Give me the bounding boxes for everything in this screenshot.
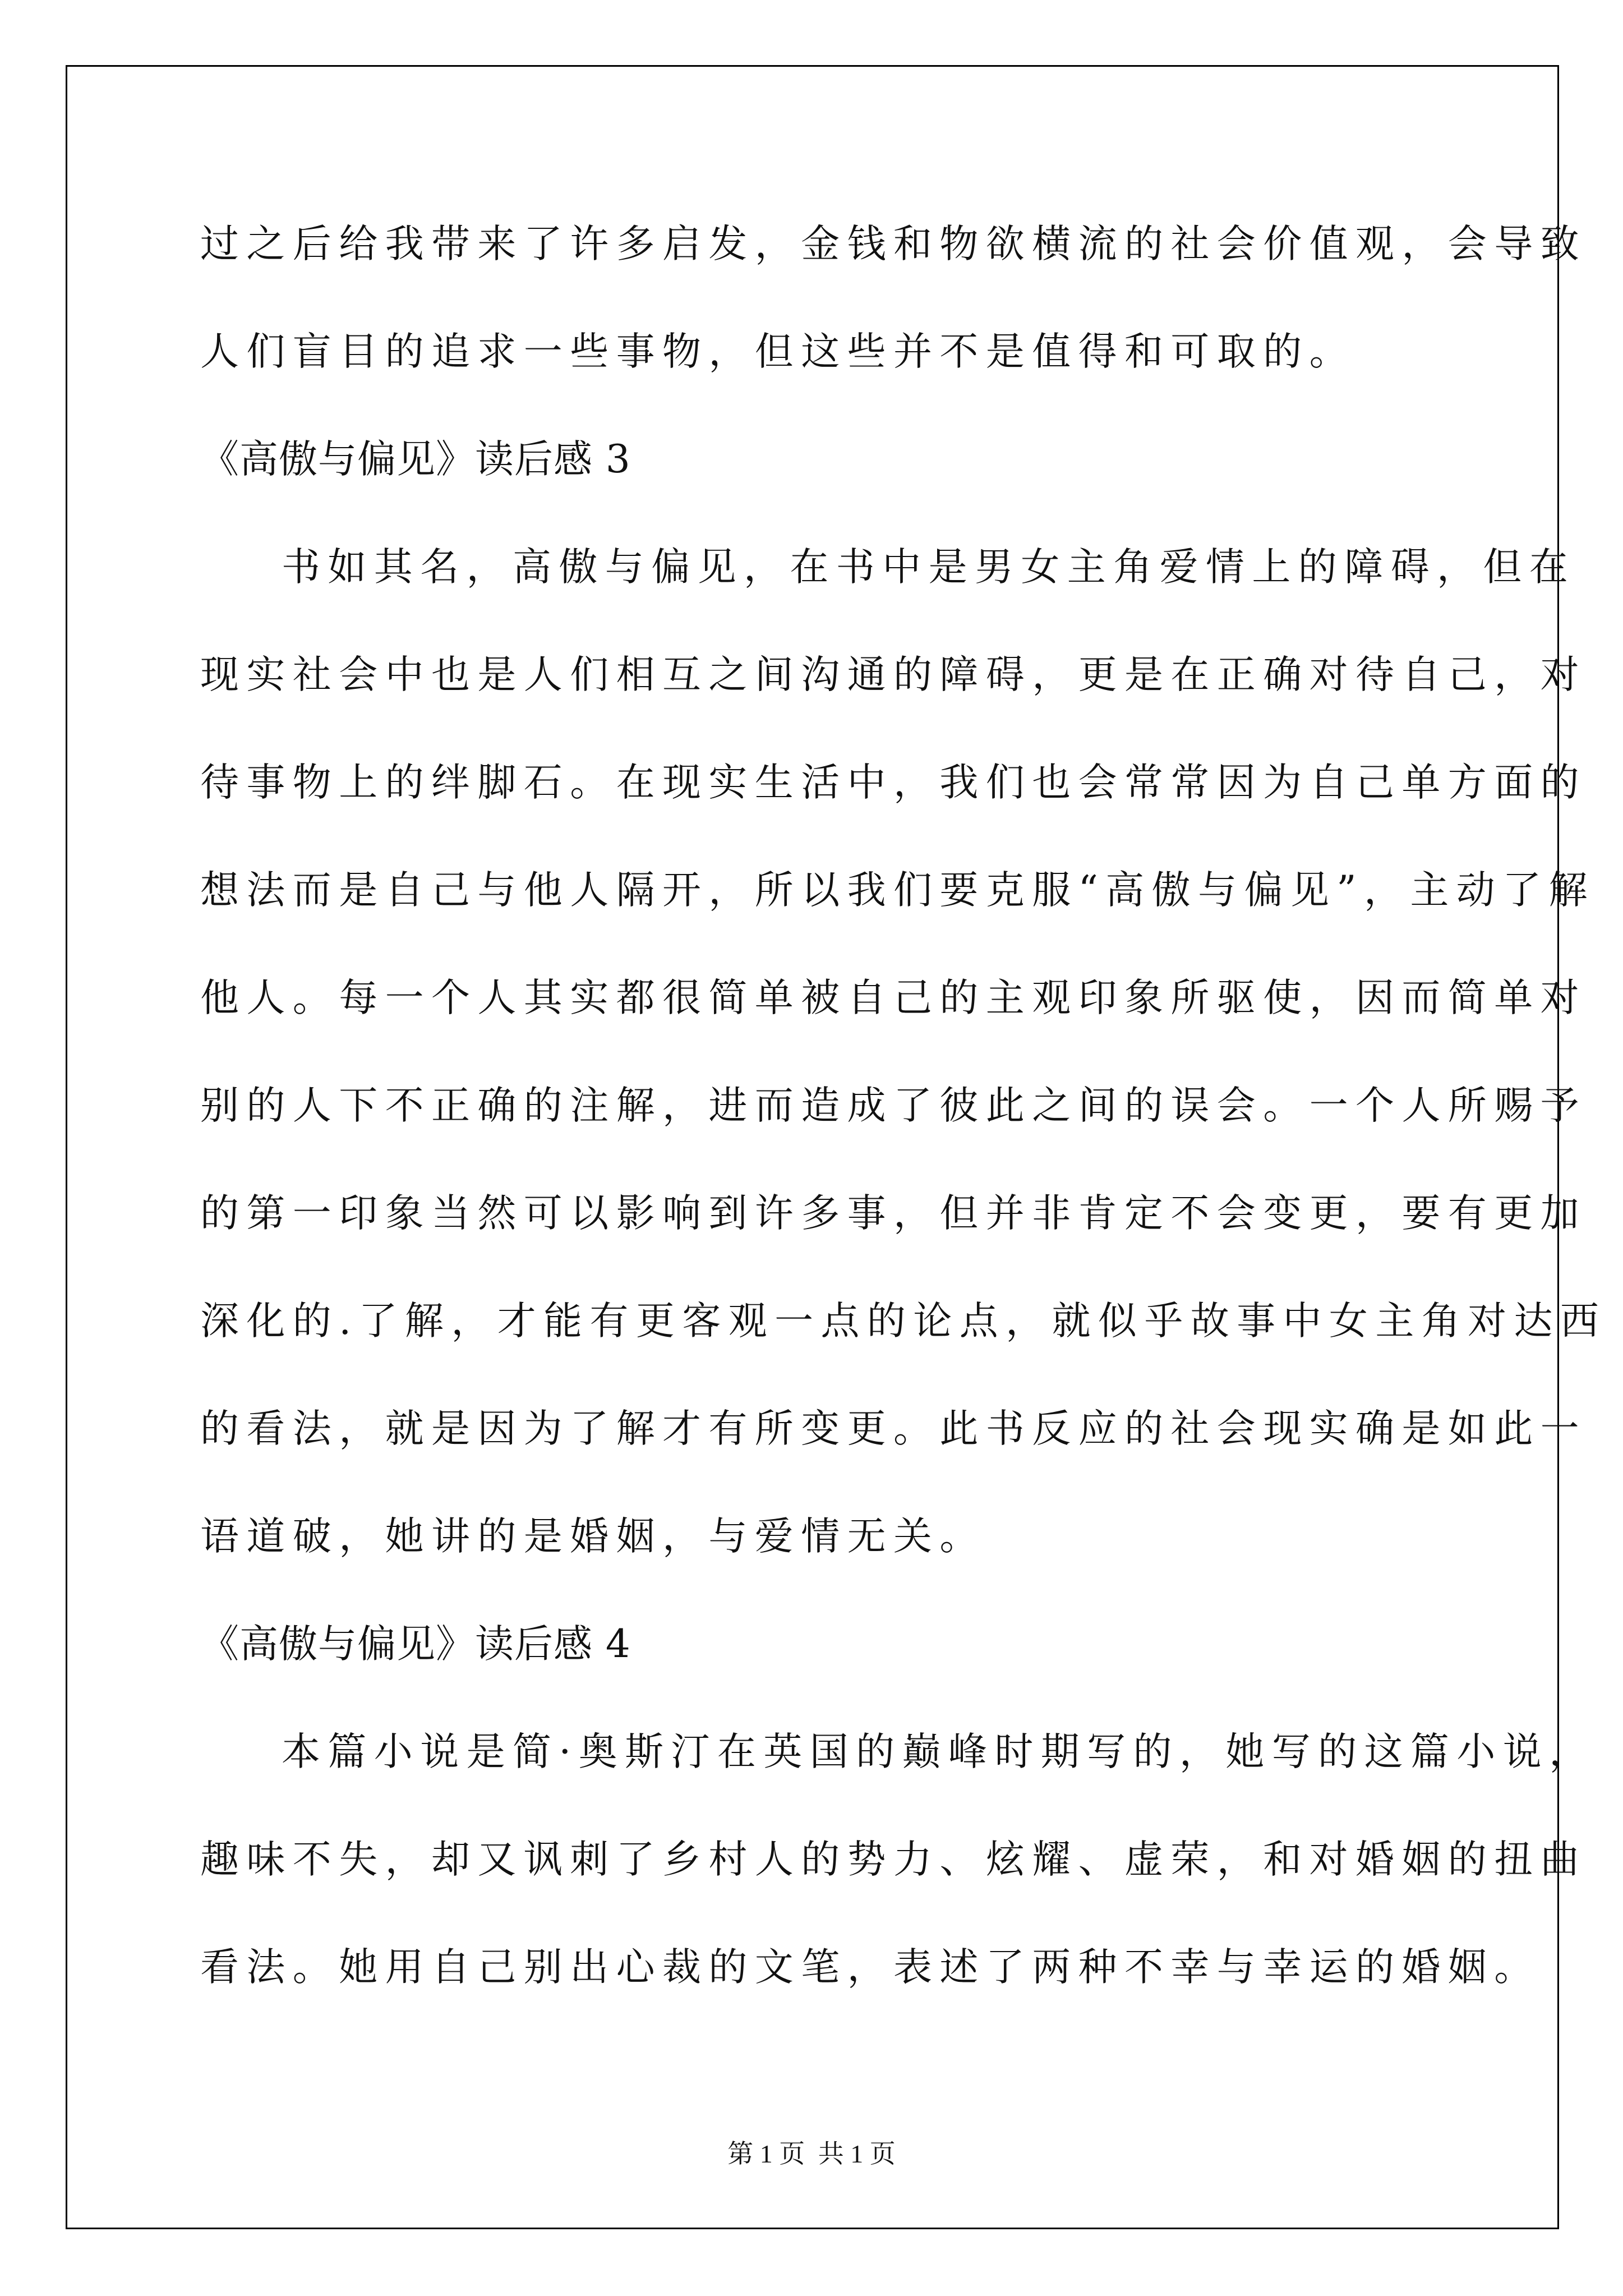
body-line-8: 别的人下不正确的注解，进而造成了彼此之间的误会。一个人所赐予: [200, 1083, 1587, 1128]
body-line-5: 待事物上的绊脚石。在现实生活中，我们也会常常因为自己单方面的: [200, 760, 1587, 805]
body-line-3: 书如其名，高傲与偏见，在书中是男女主角爱情上的障碍，但在: [282, 545, 1576, 590]
body-line-9: 的第一印象当然可以影响到许多事，但并非肯定不会变更，要有更加: [200, 1191, 1587, 1236]
body-line-13: 本篇小说是简·奥斯汀在英国的巅峰时期写的，她写的这篇小说，: [282, 1729, 1596, 1774]
page-border: [66, 65, 1559, 2229]
section-heading-4: 《高傲与偏见》读后感 4: [200, 1622, 631, 1667]
body-line-11: 的看法，就是因为了解才有所变更。此书反应的社会现实确是如此一: [200, 1406, 1587, 1451]
page-total-label: 共 1 页: [818, 2139, 896, 2168]
body-line-15: 看法。她用自己别出心裁的文笔，表述了两种不幸与幸运的婚姻。: [200, 1945, 1541, 1990]
body-line-10: 深化的.了解，才能有更客观一点的论点，就似乎故事中女主角对达西: [200, 1299, 1607, 1343]
body-line-1: 过之后给我带来了许多启发，金钱和物欲横流的社会价值观，会导致: [200, 222, 1587, 266]
body-line-7: 他人。每一个人其实都很简单被自己的主观印象所驱使，因而简单对: [200, 976, 1587, 1020]
body-line-12: 语道破，她讲的是婚姻，与爱情无关。: [200, 1514, 986, 1559]
body-line-2: 人们盲目的追求一些事物，但这些并不是值得和可取的。: [200, 329, 1355, 374]
page-footer: [0, 2138, 1623, 2170]
body-line-6: 想法而是自己与他人隔开，所以我们要克服“高傲与偏见”，主动了解: [200, 868, 1595, 913]
body-line-4: 现实社会中也是人们相互之间沟通的障碍，更是在正确对待自己，对: [200, 652, 1587, 697]
page-number-label: 第 1 页: [727, 2139, 805, 2168]
section-heading-3: 《高傲与偏见》读后感 3: [200, 437, 631, 482]
body-line-14: 趣味不失，却又讽刺了乡村人的势力、炫耀、虚荣，和对婚姻的扭曲: [200, 1837, 1587, 1882]
